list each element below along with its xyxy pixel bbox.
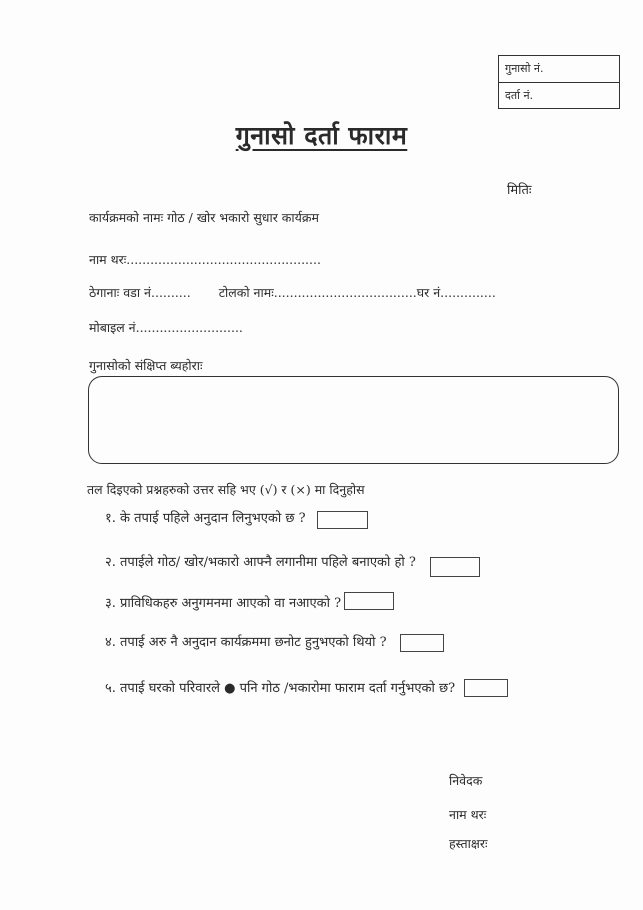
question-4: ४. तपाई अरु नै अनुदान कार्यक्रममा छनोट हुनुभएको थियो ? [105, 635, 387, 650]
applicant-signature-label: हस्ताक्षरः [449, 836, 488, 851]
address-line [89, 284, 496, 301]
question-3: ३. प्राविधिकहरु अनुगमनमा आएको वा नआएको ? [105, 596, 342, 611]
answer-box-2[interactable] [430, 557, 480, 577]
address-ward: ठेगानाः वडा नं.......... [89, 285, 191, 300]
date-label: मितिः [507, 183, 532, 198]
complaint-number-field: गुनासो नं. [505, 62, 544, 75]
answer-box-4[interactable] [400, 634, 444, 652]
complaint-summary-box[interactable] [88, 376, 619, 464]
registration-number-field: दर्ता नं. [499, 82, 619, 109]
reference-number-box [498, 55, 620, 109]
complaint-summary-label: गुनासोको संक्षिप्त ब्यहोराः [89, 358, 203, 373]
answer-box-5[interactable] [464, 679, 508, 697]
answer-box-3[interactable] [344, 592, 394, 610]
question-5: ५. तपाई घरको परिवारले ● पनि गोठ /भकारोमा फाराम दर्ता गर्नुभएको छ? [105, 681, 456, 696]
question-2: २. तपाईले गोठ/ खोर/भकारो आफ्नै लगानीमा पहिले बनाएको हो ? [105, 555, 416, 570]
question-1: १. के तपाई पहिले अनुदान लिनुभएको छ ? [105, 511, 306, 526]
program-name-line: कार्यक्रमको नामः गोठ / खोर भकारो सुधार कार्यक्रम [89, 210, 319, 225]
applicant-label: निवेदक [449, 773, 483, 788]
applicant-name-label: नाम थरः [449, 807, 487, 822]
answer-box-1[interactable] [317, 511, 368, 529]
form-title: गुनासो दर्ता फाराम [235, 121, 408, 150]
instructions: तल दिइएको प्रश्नहरुको उत्तर सहि भए (√) र (×) मा दिनुहोस [87, 482, 365, 497]
mobile-line: मोबाइल नं........................... [89, 320, 243, 335]
name-line: नाम थरः................................................. [89, 252, 321, 267]
address-tole: टोलको नामः....................................घर नं.............. [218, 285, 496, 300]
